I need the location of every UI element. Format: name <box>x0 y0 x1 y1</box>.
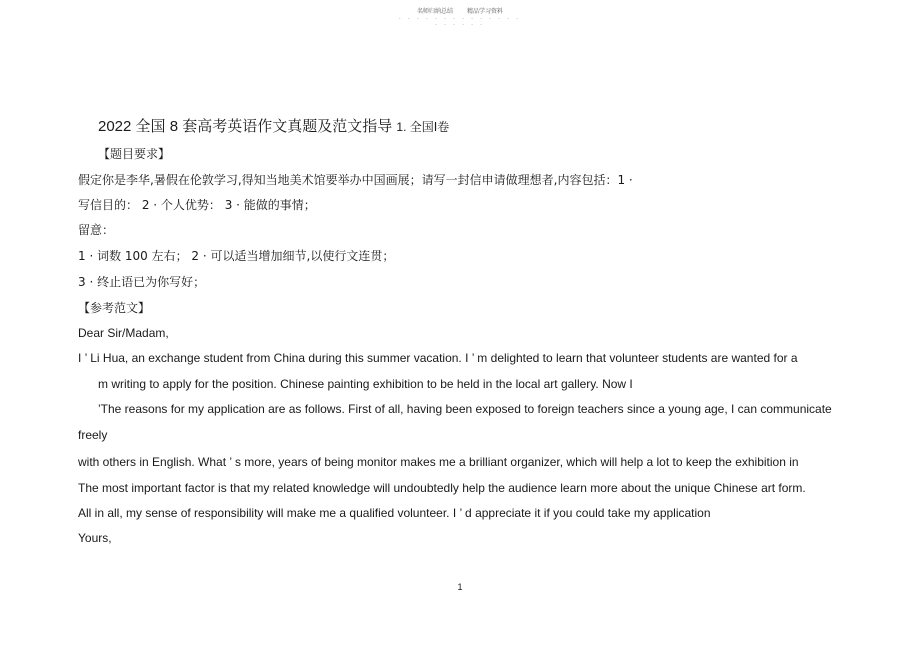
title-main: 2022 全国 8 套高考英语作文真题及范文指导 <box>98 118 393 135</box>
task-line-2: 写信目的： 2 · 个人优势： 3 · 能做的事情； <box>78 198 316 212</box>
header-right: 精品学习资料 <box>466 8 503 15</box>
sample-heading: 【参考范文】 <box>78 301 151 315</box>
task-line-3: 留意： <box>78 223 115 237</box>
letter-salutation: Dear Sir/Madam, <box>78 326 169 340</box>
task-line-5: 3 · 终止语已为你写好； <box>78 275 206 289</box>
task-line-4: 1 · 词数 100 左右； 2 · 可以适当增加细节,以使行文连贯； <box>78 249 395 263</box>
letter-line: All in all, my sense of responsibility will make me a qualified volunteer. I ’ d appreciate it if you could take my application <box>78 506 711 520</box>
task-heading: 【题目要求】 <box>98 147 171 161</box>
header-left: 名师归纳总结 <box>417 8 454 15</box>
page-header <box>0 6 920 15</box>
letter-line: ’The reasons for my application are as follows. First of all, having been exposed to foreign teachers since a young age, I can communicate <box>98 402 832 416</box>
letter-closing: Yours, <box>78 531 112 545</box>
page-number: 1 <box>457 582 463 592</box>
document-title <box>98 117 449 137</box>
header-dots: - - - - - - - - - - - - - - <box>398 16 522 22</box>
header-dots-2: - - - - - - <box>435 22 485 28</box>
letter-line: m writing to apply for the position. Chinese painting exhibition to be held in the local art gallery. Now I <box>98 377 633 391</box>
task-line-1: 假定你是李华,暑假在伦敦学习,得知当地美术馆要举办中国画展；请写一封信申请做理想者,内容包括：1 · <box>78 173 633 187</box>
letter-line: with others in English. What ’ s more, years of being monitor makes me a brilliant organizer, which will help a lot to keep the exhibition in <box>78 455 799 469</box>
letter-line: I ’ Li Hua, an exchange student from China during this summer vacation. I ’ m delighted to learn that volunteer students are wanted for a <box>78 351 798 365</box>
letter-line: freely <box>78 428 108 442</box>
letter-line: The most important factor is that my related knowledge will undoubtedly help the audience learn more about the unique Chinese art form. <box>78 481 806 495</box>
title-suffix: 1. 全国Ⅰ卷 <box>396 120 450 134</box>
